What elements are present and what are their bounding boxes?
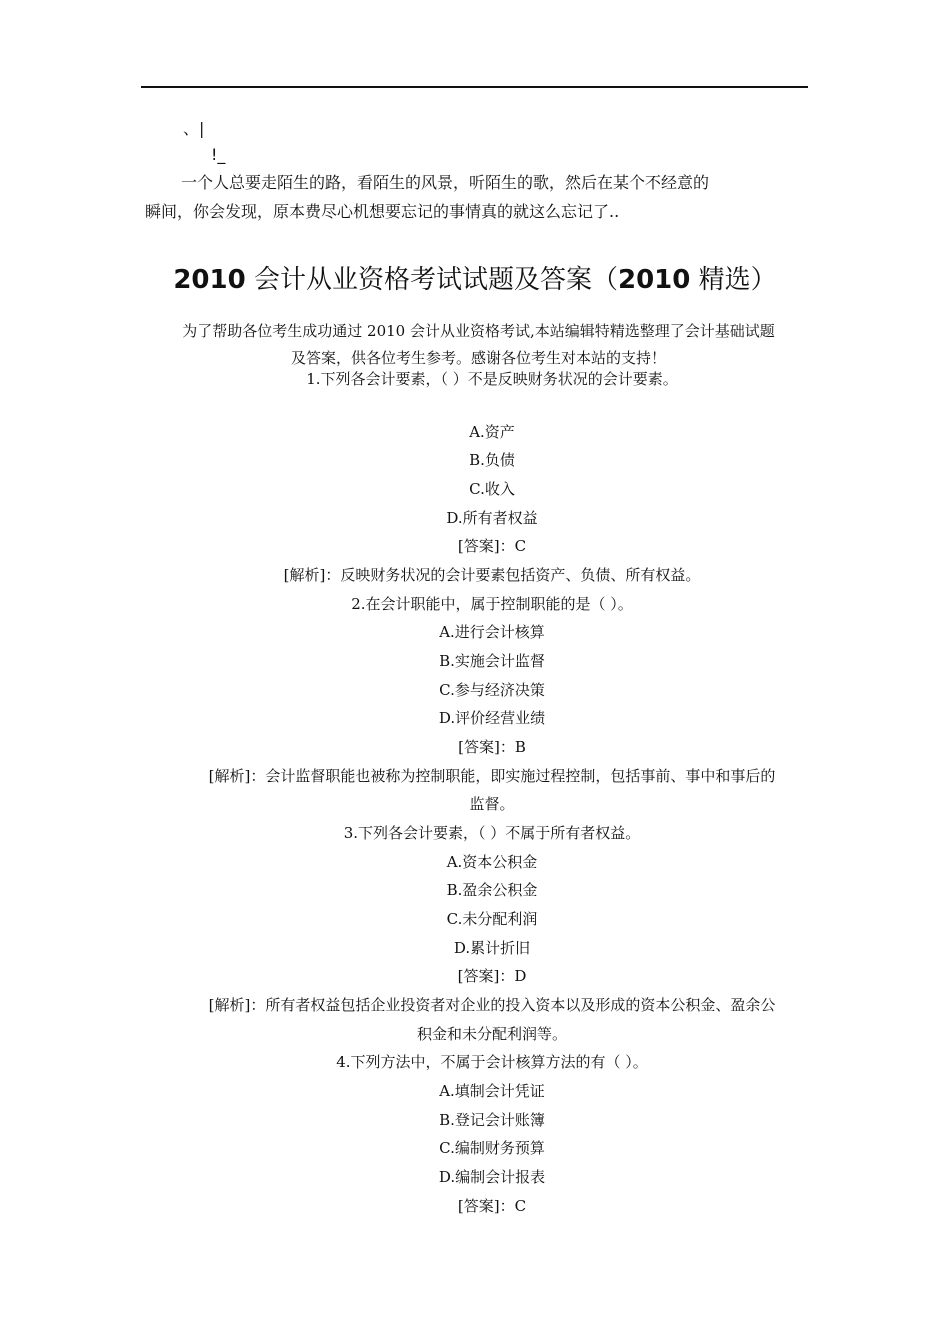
article-title: [0, 262, 950, 298]
option: C.收入: [469, 480, 515, 498]
option: C.参与经济决策: [439, 681, 545, 699]
option: D.编制会计报表: [438, 1168, 546, 1186]
analysis-line-1: [解析]：会计监督职能也被称为控制职能，即实施过程控制，包括事前、事中和事后的: [208, 767, 776, 785]
option: C.未分配利润: [446, 910, 538, 928]
answer: [答案]：C: [457, 537, 527, 555]
question-4: 4.下列方法中，不属于会计核算方法的有（ ）。: [336, 1053, 648, 1071]
option: D.累计折旧: [453, 939, 531, 957]
analysis-line-2: 积金和未分配利润等。: [416, 1025, 567, 1043]
option: B.实施会计监督: [439, 652, 545, 670]
option: A.进行会计核算: [439, 623, 545, 641]
option: D.评价经营业绩: [438, 709, 546, 727]
analysis-line-1: [解析]：所有者权益包括企业投资者对企业的投入资本以及形成的资本公积金、盈余公: [208, 996, 776, 1014]
option: D.所有者权益: [446, 509, 538, 527]
analysis: [解析]：反映财务状况的会计要素包括资产、负债、所有权益。: [283, 566, 701, 584]
title-text: 会计从业资格考试试题及答案（: [253, 265, 618, 295]
answer: [答案]：C: [457, 1197, 527, 1215]
title-year: 2010: [173, 265, 246, 295]
header-mark: 、|: [183, 119, 205, 138]
question-3: 3.下列各会计要素，（ ）不属于所有者权益。: [343, 824, 641, 842]
option: C.编制财务预算: [439, 1139, 545, 1157]
answer: [答案]：D: [457, 967, 527, 985]
intro-paragraph: [145, 168, 810, 226]
option: A.资产: [469, 423, 515, 441]
option: A.资本公积金: [446, 853, 538, 871]
lead-line-2: 及答案，供各位考生参考。感谢各位考生对本站的支持！: [290, 349, 666, 367]
question-2: 2.在会计职能中，属于控制职能的是（ ）。: [351, 595, 633, 613]
option: B.负债: [469, 451, 515, 469]
intro-line-2: 瞬间，你会发现，原本费尽心机想要忘记的事情真的就这么忘记了..: [145, 202, 620, 221]
question-1: 1.下列各会计要素，（ ）不是反映财务状况的会计要素。: [306, 370, 678, 388]
header-mark-2: !_: [211, 145, 226, 164]
answer: [答案]：B: [458, 738, 526, 756]
option: B.登记会计账簿: [439, 1111, 545, 1129]
analysis-line-2: 监督。: [469, 795, 515, 813]
lead-line-1: 为了帮助各位考生成功通过 2010 会计从业资格考试,本站编辑特精选整理了会计基础试题: [182, 322, 775, 340]
title-text-end: 精选）: [698, 265, 777, 295]
intro-line-1: 一个人总要走陌生的路，看陌生的风景，听陌生的歌，然后在某个不经意的: [181, 173, 710, 192]
option: A.填制会计凭证: [439, 1082, 545, 1100]
header-rule: [141, 86, 808, 88]
lead-paragraph: [141, 318, 816, 372]
title-year-2: 2010: [618, 265, 691, 295]
option: B.盈余公积金: [446, 881, 538, 899]
